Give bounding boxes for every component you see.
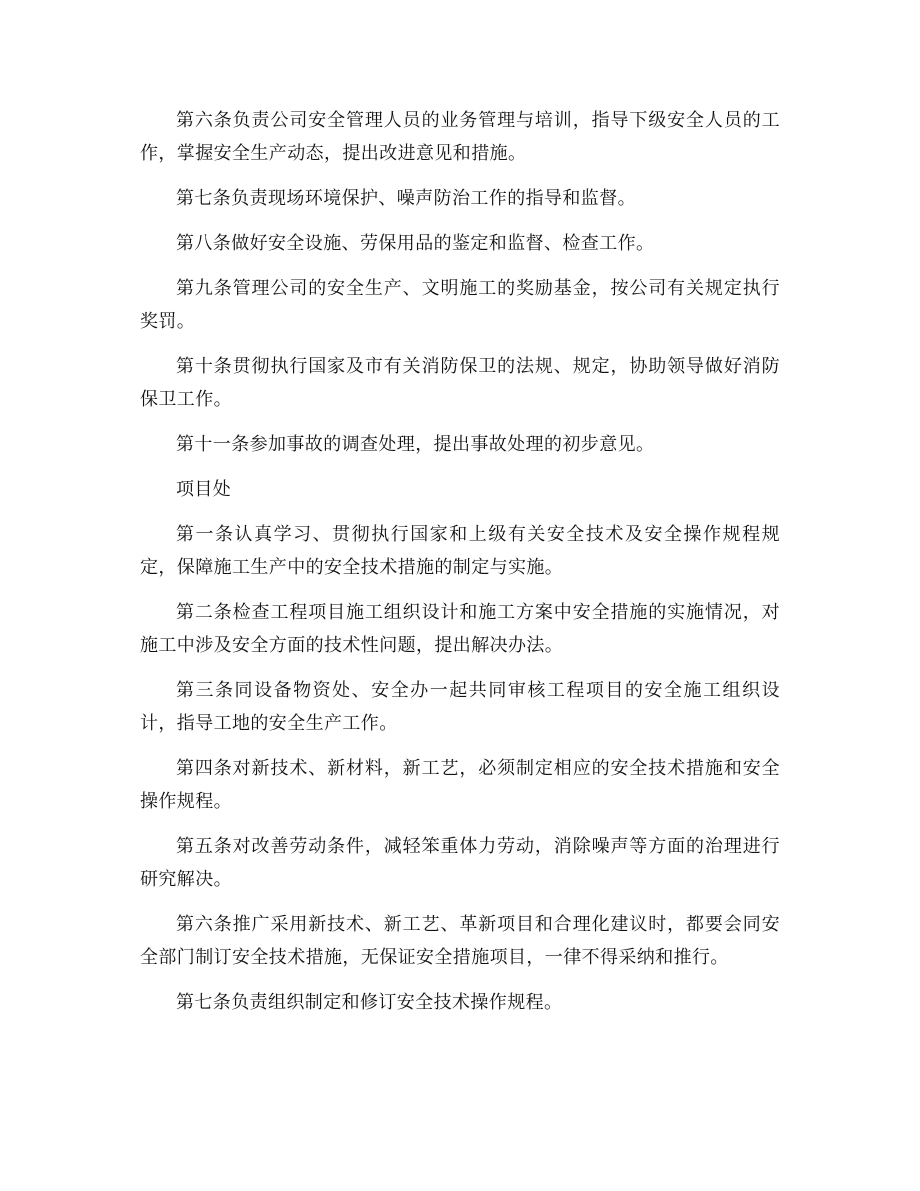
section-paragraph-article-5: 第五条对改善劳动条件，减轻笨重体力劳动，消除噪声等方面的治理进行研究解决。 (140, 836, 780, 890)
section-paragraph-article-4: 第四条对新技术、新材料，新工艺，必须制定相应的安全技术措施和安全操作规程。 (140, 758, 780, 812)
paragraph-article-8: 第八条做好安全设施、劳保用品的鉴定和监督、检查工作。 (176, 233, 655, 254)
paragraph-article-11: 第十一条参加事故的调查处理，提出事故处理的初步意见。 (176, 434, 655, 455)
section-paragraph-article-7: 第七条负责组织制定和修订安全技术操作规程。 (176, 992, 563, 1013)
paragraph-article-10: 第十条贯彻执行国家及市有关消防保卫的法规、规定，协助领导做好消防保卫工作。 (140, 356, 780, 410)
section-paragraph-article-3: 第三条同设备物资处、安全办一起共同审核工程项目的安全施工组织设计，指导工地的安全生产工作。 (140, 680, 780, 734)
section-paragraph-article-2: 第二条检查工程项目施工组织设计和施工方案中安全措施的实施情况，对施工中涉及安全方面的技术性问题，提出解决办法。 (140, 602, 780, 656)
section-paragraph-article-1: 第一条认真学习、贯彻执行国家和上级有关安全技术及安全操作规程规定，保障施工生产中的安全技术措施的制定与实施。 (140, 524, 780, 578)
section-paragraph-article-6: 第六条推广采用新技术、新工艺、革新项目和合理化建议时，都要会同安全部门制订安全技术措施，无保证安全措施项目，一律不得采纳和推行。 (140, 914, 780, 968)
paragraph-article-6: 第六条负责公司安全管理人员的业务管理与培训，指导下级安全人员的工作，掌握安全生产动态，提出改进意见和措施。 (140, 110, 780, 164)
paragraph-article-7: 第七条负责现场环境保护、噪声防治工作的指导和监督。 (176, 188, 636, 209)
paragraph-article-9: 第九条管理公司的安全生产、文明施工的奖励基金，按公司有关规定执行奖罚。 (140, 278, 780, 332)
section-heading: 项目处 (176, 479, 232, 500)
